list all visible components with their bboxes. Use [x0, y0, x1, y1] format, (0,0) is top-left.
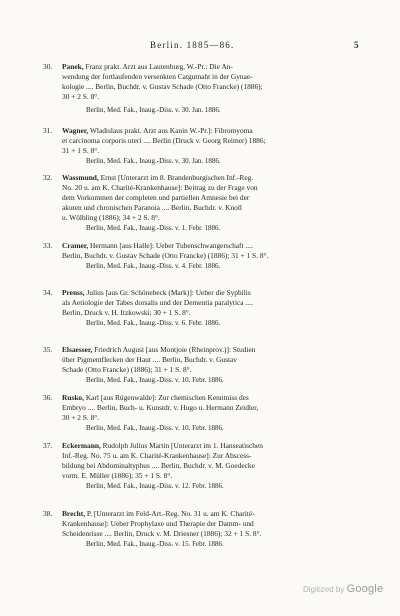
entry-number: 30.: [43, 62, 53, 71]
entry-line: vorm. E. Müller (1886); 35 + 1 S. 8°.: [62, 471, 173, 480]
entry-line: akuten und chronischen Paranoia .... Berlin, Buchdr. v. Knoll: [62, 203, 242, 212]
entry-text: Hermann [aus Halle]: Ueber Tubenschwangerschaft ....: [88, 241, 253, 250]
entry-line: dem Vorkommen der completen und partiellen Amnesie bei der: [62, 193, 250, 202]
page-number: 5: [354, 40, 359, 50]
entry-text: Ernst [Unterarzt im 8. Brandenburgischen Inf.-Reg.: [98, 173, 254, 182]
entry-text: Wladislaus prakt. Arzt aus Kanin W.-Pr.]: Fibromyoma: [88, 126, 253, 135]
entry-line: wendung der fortlaufenden versenkten Catgutnaht in der Gynae-: [62, 72, 253, 81]
entry-line: Embryo .... Berlin, Buch- u. Kunstdr. v. Hugo u. Hermann Zeidler,: [62, 403, 259, 412]
entry-number: 34.: [43, 288, 53, 297]
digitized-watermark: [303, 583, 383, 595]
entry-line: als Aetiologie der Tabes dorsalis und der Dementia paralytica ....: [62, 298, 253, 307]
author-surname: Cramer,: [62, 241, 89, 250]
entry-line: über Pigmentflecken der Haut .... Berlin, Buchdr. v. Gustav: [62, 355, 238, 364]
entry-line: [62, 173, 362, 183]
entry-text: Rudolph Julius Martin [Unterarzt im 1. Hanseatischen: [100, 441, 263, 450]
entry-line: bildung bei Abdominaltyphus .... Berlin, Buchdr. v. M. Goedecke: [62, 461, 255, 470]
entry-line: 31 + 1 S. 8°.: [62, 146, 100, 155]
entry-line: [62, 393, 362, 403]
entry-line: et carcinoma corporis uteri .... Berlin (Druck v. Georg Reimer) 1886;: [62, 136, 266, 145]
dissertation-note: Berlin, Med. Fak., Inaug.-Diss. v. 10. Febr. 1886.: [86, 424, 224, 432]
entry-number: 37.: [43, 441, 53, 450]
entry-line: 30 + 2 S. 8°.: [62, 413, 100, 422]
entry-body: [62, 62, 362, 102]
entry-number: 32.: [43, 173, 53, 182]
running-title: Berlin. 1885—86.: [150, 40, 235, 50]
entry-line: Berlin, Buchdr. v. Gustav Schade (Otto Francke) (1886); 31 + 1 S. 8°.: [62, 251, 269, 260]
entry-line: [62, 345, 362, 355]
author-surname: Prenss,: [62, 288, 85, 297]
entry-line: No. 20 u. am K. Charité-Krankenhause]: Beitrag zu der Frage von: [62, 183, 258, 192]
author-surname: Elsaesser,: [62, 345, 93, 354]
entry-text: Karl [aus Rügenwalde]: Zur chemischen Kenntniss des: [83, 393, 249, 402]
dissertation-note: Berlin, Med. Fak., Inaug.-Diss. v. 4. Febr. 1886.: [86, 262, 221, 270]
entry-line: kologie .... Berlin, Buchdr. v. Gustav Schade (Otto Francke) (1886);: [62, 82, 263, 91]
dissertation-note: Berlin, Med. Fak., Inaug.-Diss. v. 10. Febr. 1886.: [86, 376, 224, 384]
entry-line: [62, 241, 362, 251]
entry-line: Krankenhause]: Ueber Prophylaxe und Therapie der Damm- und: [62, 519, 254, 528]
entry-number: 38.: [43, 509, 53, 518]
entry-text: Julius [aus Gr. Schönebeck (Mark)]: Ueber die Syphilis: [84, 288, 251, 297]
entry-body: [62, 393, 362, 423]
entry-line: [62, 62, 362, 72]
author-surname: Wagner,: [62, 126, 89, 135]
entry-number: 35.: [43, 345, 53, 354]
entry-line: Inf.-Reg. No. 75 u. am K. Charité-Krankenhause]: Zur Abscess-: [62, 451, 252, 460]
entry-line: [62, 509, 362, 519]
dissertation-note: Berlin, Med. Fak., Inaug.-Diss. v. 30. Jan. 1886.: [86, 157, 221, 165]
dissertation-note: Berlin, Med. Fak., Inaug.-Diss. v. 6. Febr. 1886.: [86, 319, 221, 327]
entry-text: P. [Unterarzt im Feld-Art.-Reg. No. 31 u. am K. Charité-: [85, 509, 255, 518]
entry-body: [62, 509, 362, 539]
entry-line: [62, 288, 362, 298]
entry-body: [62, 173, 362, 223]
entry-number: 33.: [43, 241, 53, 250]
page-header: [0, 40, 400, 52]
entry-number: 36.: [43, 393, 53, 402]
dissertation-note: Berlin, Med. Fak., Inaug.-Diss. v. 12. Febr. 1886.: [86, 482, 224, 490]
entry-text: Friedrich August [aus Montjoie (Rheinprov.)]: Studien: [92, 345, 256, 354]
author-surname: Rusko,: [62, 393, 84, 402]
dissertation-note: Berlin, Med. Fak., Inaug.-Diss. v. 15. Febr. 1886.: [86, 540, 224, 548]
entry-line: 30 + 2 S. 8°.: [62, 92, 100, 101]
watermark-prefix: Digitized by: [303, 585, 345, 594]
google-logo: Google: [346, 583, 384, 595]
entry-body: [62, 441, 362, 481]
entry-body: [62, 288, 362, 318]
entry-line: [62, 441, 362, 451]
entry-number: 31.: [43, 126, 53, 135]
dissertation-note: Berlin, Med. Fak., Inaug.-Diss. v. 30. Jan. 1886.: [86, 106, 221, 114]
entry-text: Franz prakt. Arzt aus Lautenburg, W.-Pr.: Die An-: [83, 62, 233, 71]
entry-line: Scheidenrisse .... Berlin, Druck v. M. Driesner (1886); 32 + 1 S. 8°.: [62, 529, 262, 538]
entry-line: [62, 126, 362, 136]
author-surname: Wassmund,: [62, 173, 99, 182]
entry-line: Schade (Otto Francke) (1886); 31 + 1 S. 8°.: [62, 365, 192, 374]
dissertation-note: Berlin, Med. Fak., Inaug.-Diss. v. 1. Febr. 1886.: [86, 224, 221, 232]
entry-body: [62, 126, 362, 156]
author-surname: Eckermann,: [62, 441, 101, 450]
author-surname: Panek,: [62, 62, 84, 71]
author-surname: Brecht,: [62, 509, 86, 518]
entry-body: [62, 241, 362, 261]
entry-body: [62, 345, 362, 375]
entry-line: Berlin, Druck v. H. Itzkowski; 30 + 1 S. 8°.: [62, 308, 191, 317]
entry-line: u. Wölbling (1886); 34 + 2 S. 8°.: [62, 213, 160, 222]
